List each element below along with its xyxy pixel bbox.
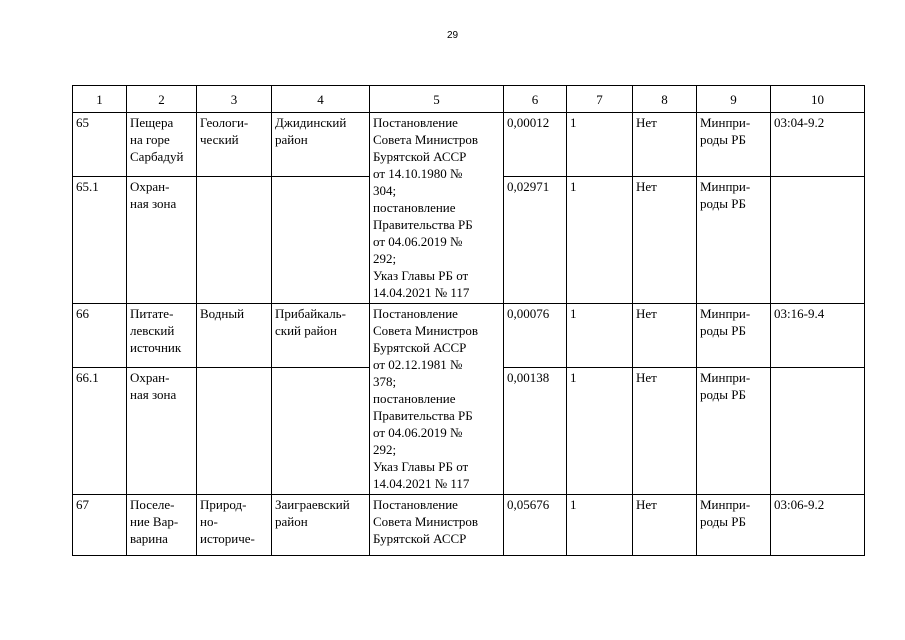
object-name: Поселе- ние Вар- варина <box>127 495 197 556</box>
column-header-3: 3 <box>197 86 272 113</box>
object-location: Джидинский район <box>272 113 370 177</box>
status-value: Нет <box>633 367 697 494</box>
authority-name: Минпри- роды РБ <box>697 495 771 556</box>
legal-basis: Постановление Совета Министров Бурятской АССР от 14.10.1980 № 304; постановление Правительства РБ от 04.06.2019 № 292; Указ Главы РБ от 14.04.2021 № 117 <box>370 113 504 304</box>
status-value: Нет <box>633 304 697 368</box>
authority-name: Минпри- роды РБ <box>697 367 771 494</box>
object-name: Охран- ная зона <box>127 176 197 303</box>
area-value: 0,00012 <box>504 113 567 177</box>
row-number: 65.1 <box>73 176 127 303</box>
category-value: 1 <box>567 367 633 494</box>
column-header-10: 10 <box>771 86 865 113</box>
header-row <box>73 86 865 113</box>
object-profile <box>197 176 272 303</box>
object-location <box>272 176 370 303</box>
row-number: 66.1 <box>73 367 127 494</box>
column-header-6: 6 <box>504 86 567 113</box>
column-header-9: 9 <box>697 86 771 113</box>
legal-basis: Постановление Совета Министров Бурятской АССР <box>370 495 504 556</box>
object-location <box>272 367 370 494</box>
registry-table <box>72 85 865 556</box>
object-code: 03:04-9.2 <box>771 113 865 177</box>
category-value: 1 <box>567 304 633 368</box>
object-code: 03:06-9.2 <box>771 495 865 556</box>
area-value: 0,05676 <box>504 495 567 556</box>
category-value: 1 <box>567 176 633 303</box>
object-code <box>771 367 865 494</box>
category-value: 1 <box>567 113 633 177</box>
column-header-8: 8 <box>633 86 697 113</box>
page-number: 29 <box>446 30 459 41</box>
table-row <box>73 495 865 556</box>
object-name: Пещера на горе Сарбадуй <box>127 113 197 177</box>
row-number: 67 <box>73 495 127 556</box>
status-value: Нет <box>633 176 697 303</box>
column-header-5: 5 <box>370 86 504 113</box>
object-profile <box>197 367 272 494</box>
object-code: 03:16-9.4 <box>771 304 865 368</box>
authority-name: Минпри- роды РБ <box>697 304 771 368</box>
authority-name: Минпри- роды РБ <box>697 176 771 303</box>
legal-basis: Постановление Совета Министров Бурятской АССР от 02.12.1981 № 378; постановление Правительства РБ от 04.06.2019 № 292; Указ Главы РБ от 14.04.2021 № 117 <box>370 304 504 495</box>
column-header-7: 7 <box>567 86 633 113</box>
category-value: 1 <box>567 495 633 556</box>
table-row <box>73 113 865 177</box>
status-value: Нет <box>633 495 697 556</box>
object-profile: Природ- но- историче- <box>197 495 272 556</box>
object-name: Охран- ная зона <box>127 367 197 494</box>
column-header-2: 2 <box>127 86 197 113</box>
area-value: 0,02971 <box>504 176 567 303</box>
object-location: Заиграевский район <box>272 495 370 556</box>
table-row <box>73 304 865 368</box>
object-profile: Геологи- ческий <box>197 113 272 177</box>
row-number: 65 <box>73 113 127 177</box>
object-location: Прибайкаль- ский район <box>272 304 370 368</box>
area-value: 0,00138 <box>504 367 567 494</box>
object-profile: Водный <box>197 304 272 368</box>
area-value: 0,00076 <box>504 304 567 368</box>
authority-name: Минпри- роды РБ <box>697 113 771 177</box>
column-header-4: 4 <box>272 86 370 113</box>
column-header-1: 1 <box>73 86 127 113</box>
object-code <box>771 176 865 303</box>
row-number: 66 <box>73 304 127 368</box>
object-name: Питате- левский источник <box>127 304 197 368</box>
status-value: Нет <box>633 113 697 177</box>
